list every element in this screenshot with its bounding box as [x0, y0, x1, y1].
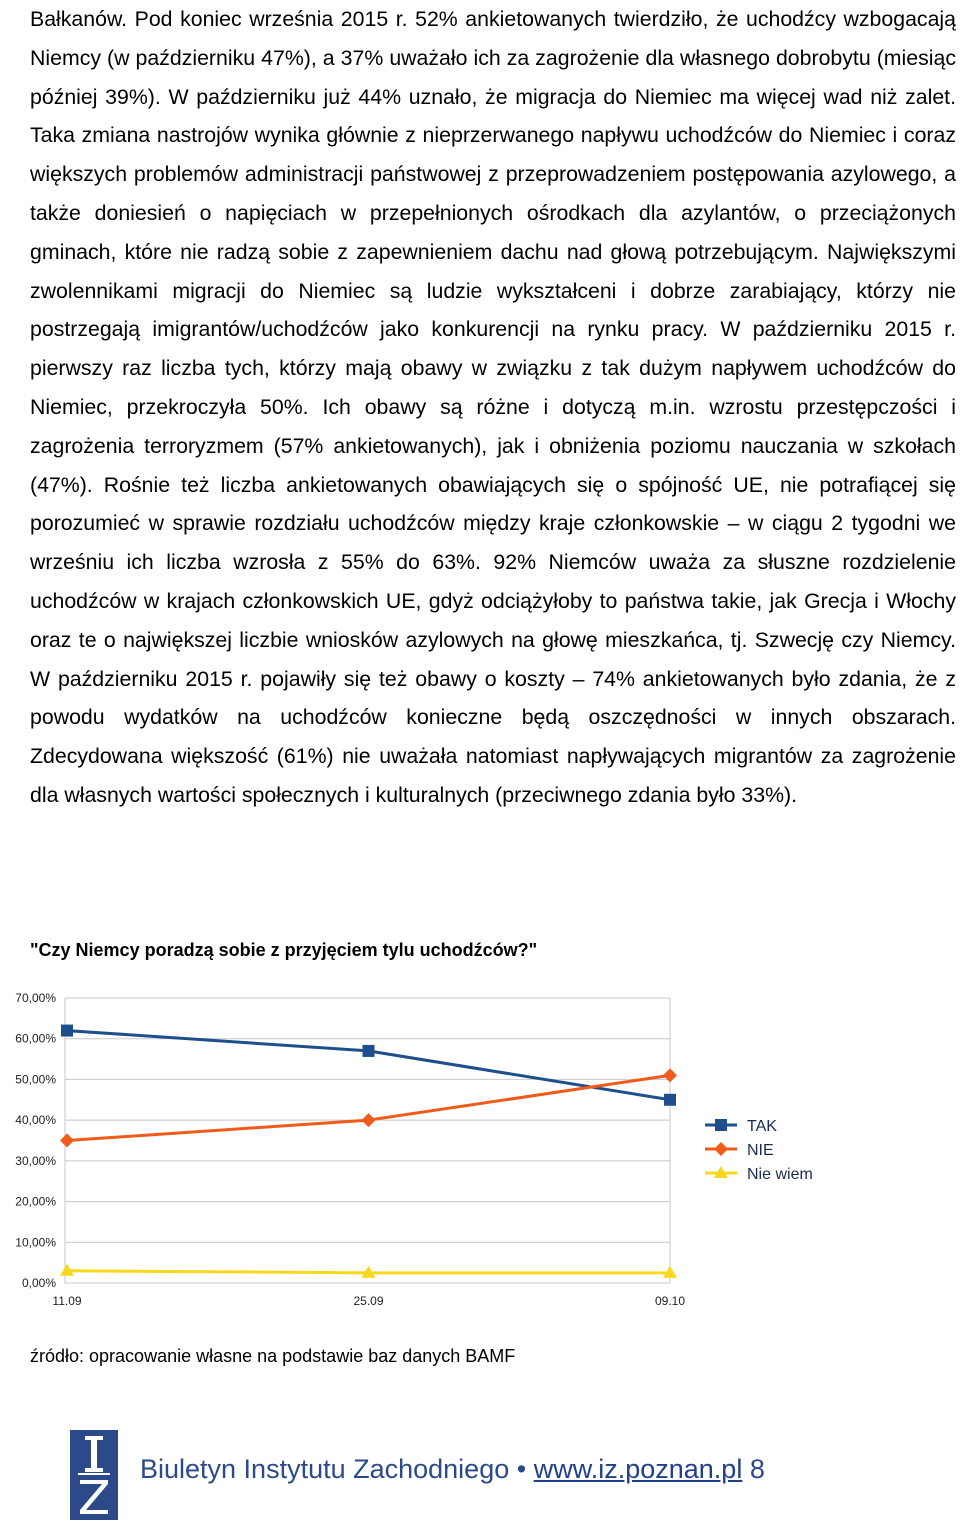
data-point	[60, 1134, 74, 1148]
chart-title: "Czy Niemcy poradzą sobie z przyjęciem tylu uchodźców?"	[30, 940, 538, 960]
y-tick-label: 70,00%	[15, 991, 56, 1005]
x-tick-label: 11.09	[52, 1294, 82, 1308]
page-number: 8	[749, 1454, 765, 1484]
footer-text	[140, 1454, 765, 1485]
footer-bullet: •	[516, 1454, 527, 1484]
legend-marker	[714, 1142, 728, 1156]
x-tick-label: 09.10	[654, 1294, 686, 1308]
institute-logo	[70, 1430, 118, 1520]
article-body: Bałkanów. Pod koniec września 2015 r. 52% ankietowanych twierdziło, że uchodźcy wzbogacają Niemcy (w październiku 47%), a 37% uważało ich za zagrożenie dla własnego dobrobytu (miesiąc później 39%). W październiku już 44% uznało, że migracja do Niemiec ma więcej wad niż zalet. Taka zmiana nastrojów wynika głównie z nieprzerwanego napływu uchodźców do Niemiec i coraz większych problemów administracji państwowej z przeprowadzeniem postępowania azylowego, a także doniesień o napięciach w przepełnionych ośrodkach dla azylantów, o przeciążonych gminach, które nie radzą sobie z zapewnieniem dachu nad głową potrzebującym. Największymi zwolennikami migracji do Niemiec są ludzie wykształceni i dobrze zarabiający, którzy nie postrzegają imigrantów/uchodźców jako konkurencji na rynku pracy. W październiku 2015 r. pierwszy raz liczba tych, którzy mają obawy w związku z tak dużym napływem uchodźców do Niemiec, przekroczyła 50%. Ich obawy są różne i dotyczą m.in. wzrostu przestępczości i zagrożenia terroryzmem (57% ankietowanych), jak i obniżenia poziomu nauczania w szkołach (47%). Rośnie też liczba ankietowanych obawiających się o spójność UE, nie potrafiącej się porozumieć w sprawie rozdziału uchodźców między kraje członkowskie – w ciągu 2 tygodni we wrześniu ich liczba wzrosła z 55% do 63%. 92% Niemców uważa za słuszne rozdzielenie uchodźców w krajach członkowskich UE, gdyż odciążyłoby to państwa takie, jak Grecja i Włochy oraz te o największej liczbie wniosków azylowych na głowę mieszkańca, tj. Szwecję czy Niemcy. W październiku 2015 r. pojawiły się też obawy o koszty – 74% ankietowanych było zdania, że z powodu wydatków na uchodźców konieczne będą oszczędności w innych obszarach. Zdecydowana większość (61%) nie uważała natomiast napływających migrantów za zagrożenie dla własnych wartości społecznych i kulturalnych (przeciwnego zdania było 33%).	[30, 7, 956, 807]
data-point	[664, 1094, 676, 1106]
data-point	[663, 1068, 677, 1082]
y-tick-label: 40,00%	[15, 1113, 56, 1128]
line-chart	[0, 985, 830, 1315]
page-footer	[70, 1430, 950, 1522]
source-note: źródło: opracowanie własne na podstawie baz danych BAMF	[30, 1346, 516, 1366]
y-tick-label: 10,00%	[15, 1235, 56, 1250]
website-link[interactable]: www.iz.poznan.pl	[533, 1454, 743, 1484]
x-tick-label: 25.09	[353, 1294, 384, 1308]
legend-label: NIE	[747, 1142, 774, 1159]
legend-marker	[715, 1119, 727, 1131]
data-point	[61, 1025, 73, 1037]
bulletin-title: Biuletyn Instytutu Zachodniego	[140, 1454, 510, 1484]
data-point	[362, 1113, 376, 1127]
y-tick-label: 60,00%	[15, 1031, 56, 1046]
y-tick-label: 50,00%	[15, 1072, 56, 1087]
data-point	[363, 1045, 375, 1057]
y-tick-label: 30,00%	[15, 1153, 56, 1168]
y-tick-label: 0,00%	[21, 1276, 56, 1290]
y-tick-label: 20,00%	[15, 1194, 56, 1209]
legend-label: TAK	[747, 1118, 777, 1135]
legend-label: Nie wiem	[747, 1166, 813, 1183]
